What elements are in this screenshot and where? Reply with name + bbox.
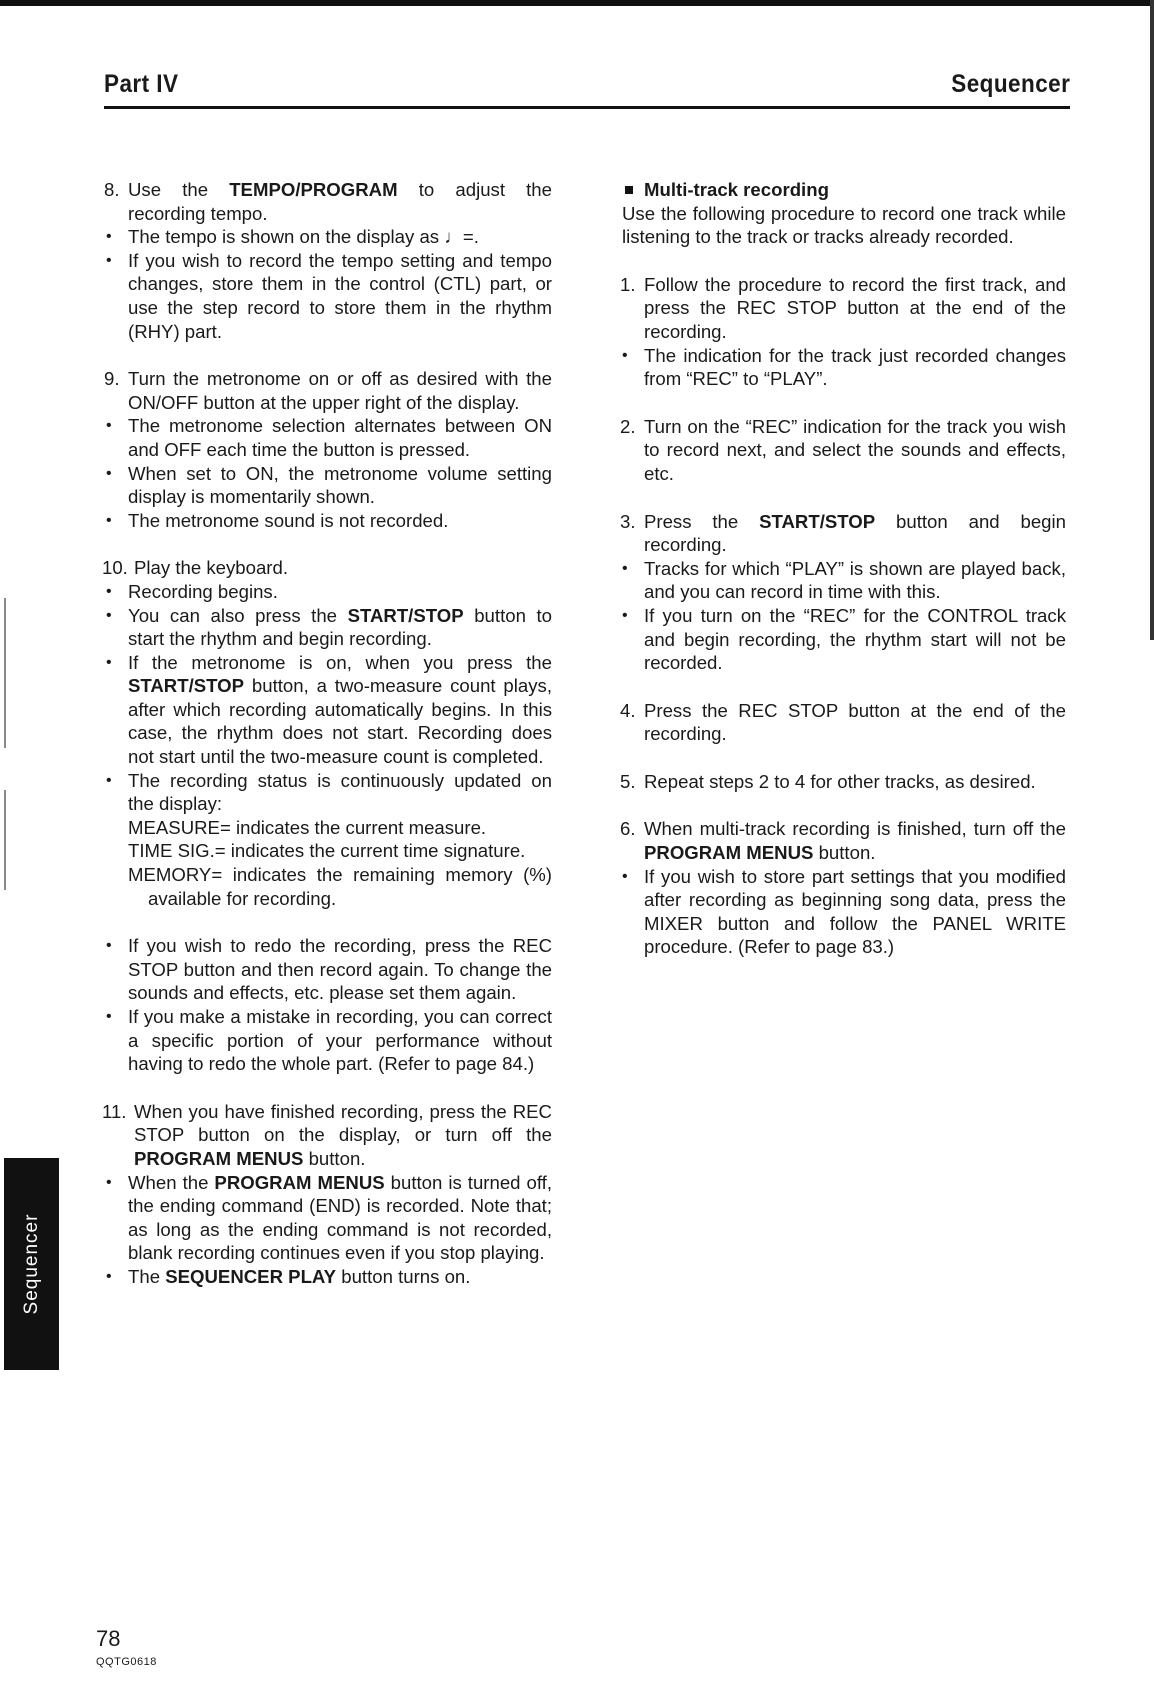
button-name: PROGRAM MENUS xyxy=(214,1171,385,1193)
step-text: Turn the metronome on or off as desired with the ON/OFF button at the upper right of the display. xyxy=(128,368,552,413)
bullet-text: When the xyxy=(128,1171,215,1193)
step-text: button. xyxy=(303,1147,366,1169)
page-number: 78 xyxy=(96,1626,121,1651)
bullet: • If you wish to record the tempo setting and tempo changes, store them in the control (CTL) part, or use the step record to store them in the rhythm (RHY) part. xyxy=(106,249,552,343)
bullet xyxy=(106,1265,552,1289)
button-name: TEMPO/PROGRAM xyxy=(229,179,398,200)
step-number: 6. xyxy=(620,818,636,840)
bullet: • The indication for the track just recorded changes from “REC” to “PLAY”. xyxy=(622,344,1066,391)
step-text: button and begin recording. xyxy=(644,510,1066,556)
display-definition: TIME SIG.= indicates the current time signature. xyxy=(128,840,526,862)
step-text: Press the REC STOP button at the end of the recording. xyxy=(644,699,1066,745)
bullet: • If you make a mistake in recording, you can correct a specific portion of your performance without having to redo the whole part. (Refer to page 84.) xyxy=(106,1005,552,1076)
bullet-text: The xyxy=(128,1265,166,1287)
scan-right-edge xyxy=(1150,0,1154,640)
bullet: • If you turn on the “REC” for the CONTROL track and begin recording, the rhythm start will not be recorded. xyxy=(622,604,1066,675)
step-text: Follow the procedure to record the first track, and press the REC STOP button at the end of the recording. xyxy=(644,273,1066,342)
step-10 xyxy=(102,556,552,580)
step-text: Play the keyboard. xyxy=(134,557,289,579)
side-tab-label: Sequencer xyxy=(20,1213,42,1315)
subsection-heading: Multi-track recording xyxy=(622,178,1066,202)
step-1 xyxy=(622,273,1066,344)
step-text: to adjust the recording tempo. xyxy=(128,179,552,224)
button-name: PROGRAM MENUS xyxy=(644,842,814,864)
step-text: When multi-track recording is finished, turn off the xyxy=(644,818,1066,840)
bullet: • The metronome sound is not recorded. xyxy=(106,509,552,533)
bullet-text: button to start the rhythm and begin recording. xyxy=(128,604,552,650)
button-name: START/STOP xyxy=(128,675,245,697)
step-text: Use the xyxy=(128,179,230,200)
bullet: • The metronome selection alternates between ON and OFF each time the button is pressed. xyxy=(106,414,552,461)
part-label: Part IV xyxy=(104,70,179,98)
bullet-text: button turns on. xyxy=(336,1265,471,1287)
scan-top-edge xyxy=(0,0,1154,6)
button-name: SEQUENCER PLAY xyxy=(165,1265,337,1287)
step-number: 1. xyxy=(620,273,636,295)
intro-paragraph: Use the following procedure to record one track while listening to the track or tracks already recorded. xyxy=(622,202,1066,248)
bullet: • If you wish to redo the recording, press the REC STOP button and then record again. To change the sounds and effects, etc. please set them again. xyxy=(106,934,552,1005)
step-text: Repeat steps 2 to 4 for other tracks, as desired. xyxy=(644,770,1036,792)
bullet-text: button is turned off, the ending command (END) is recorded. Note that; as long as the ending command is not recorded, blank recording continues even if you stop playing. xyxy=(128,1171,552,1264)
step-5 xyxy=(622,770,1066,794)
bullet: • Recording begins. xyxy=(106,580,552,604)
section-title: Sequencer xyxy=(950,70,1070,98)
header-rule xyxy=(104,106,1070,109)
right-column xyxy=(622,178,1066,959)
bullet: • The tempo is shown on the display as ♩=. xyxy=(106,225,552,249)
display-definition: MEASURE= indicates the current measure. xyxy=(128,816,487,838)
chapter-side-tab xyxy=(4,1158,59,1370)
scan-left-mark xyxy=(4,790,6,890)
bullet xyxy=(106,651,552,769)
bullet: • Tracks for which “PLAY” is shown are played back, and you can record in time with this. xyxy=(622,557,1066,604)
step-text: Press the xyxy=(644,510,760,532)
bullet-text: If the metronome is on, when you press the xyxy=(128,651,552,673)
step-11 xyxy=(102,1100,552,1171)
step-number: 11. xyxy=(102,1100,127,1122)
step-3 xyxy=(622,510,1066,557)
step-number: 4. xyxy=(620,699,636,721)
step-number: 8. xyxy=(104,179,120,200)
bullet-text: button, a two-measure count plays, after which recording automatically begins. In this case, the rhythm does not start. Recording does not start until the two-measure count is completed. xyxy=(128,675,552,768)
bullet: • If you wish to store part settings that you modified after recording as beginning song data, press the MIXER button and follow the PANEL WRITE procedure. (Refer to page 83.) xyxy=(622,865,1066,959)
button-name: PROGRAM MENUS xyxy=(134,1147,304,1169)
display-definition: MEMORY= indicates the remaining memory (%) available for recording. xyxy=(128,864,552,909)
step-text: Turn on the “REC” indication for the track you wish to record next, and select the sounds and effects, etc. xyxy=(644,415,1066,484)
button-name: START/STOP xyxy=(347,604,464,626)
left-column xyxy=(102,178,552,1289)
document-code: QQTG0618 xyxy=(96,1656,157,1668)
bullet: • When set to ON, the metronome volume setting display is momentarily shown. xyxy=(106,462,552,509)
step-number: 10. xyxy=(102,557,128,579)
bullet xyxy=(106,604,552,651)
step-number: 3. xyxy=(620,510,636,532)
button-name: START/STOP xyxy=(759,510,876,532)
scan-left-mark xyxy=(4,598,6,748)
bullet xyxy=(106,1171,552,1265)
bullet-text: You can also press the xyxy=(128,604,348,626)
step-4 xyxy=(622,699,1066,746)
step-text: When you have finished recording, press the REC STOP button on the display, or turn off the xyxy=(134,1100,552,1146)
step-9 xyxy=(106,367,552,414)
step-number: 2. xyxy=(620,415,636,437)
step-2 xyxy=(622,415,1066,486)
bullet: • The recording status is continuously updated on the display: xyxy=(106,769,552,816)
step-number: 9. xyxy=(104,368,120,390)
step-6 xyxy=(622,817,1066,864)
step-8 xyxy=(106,178,552,225)
step-number: 5. xyxy=(620,770,636,792)
step-text: button. xyxy=(813,842,876,864)
